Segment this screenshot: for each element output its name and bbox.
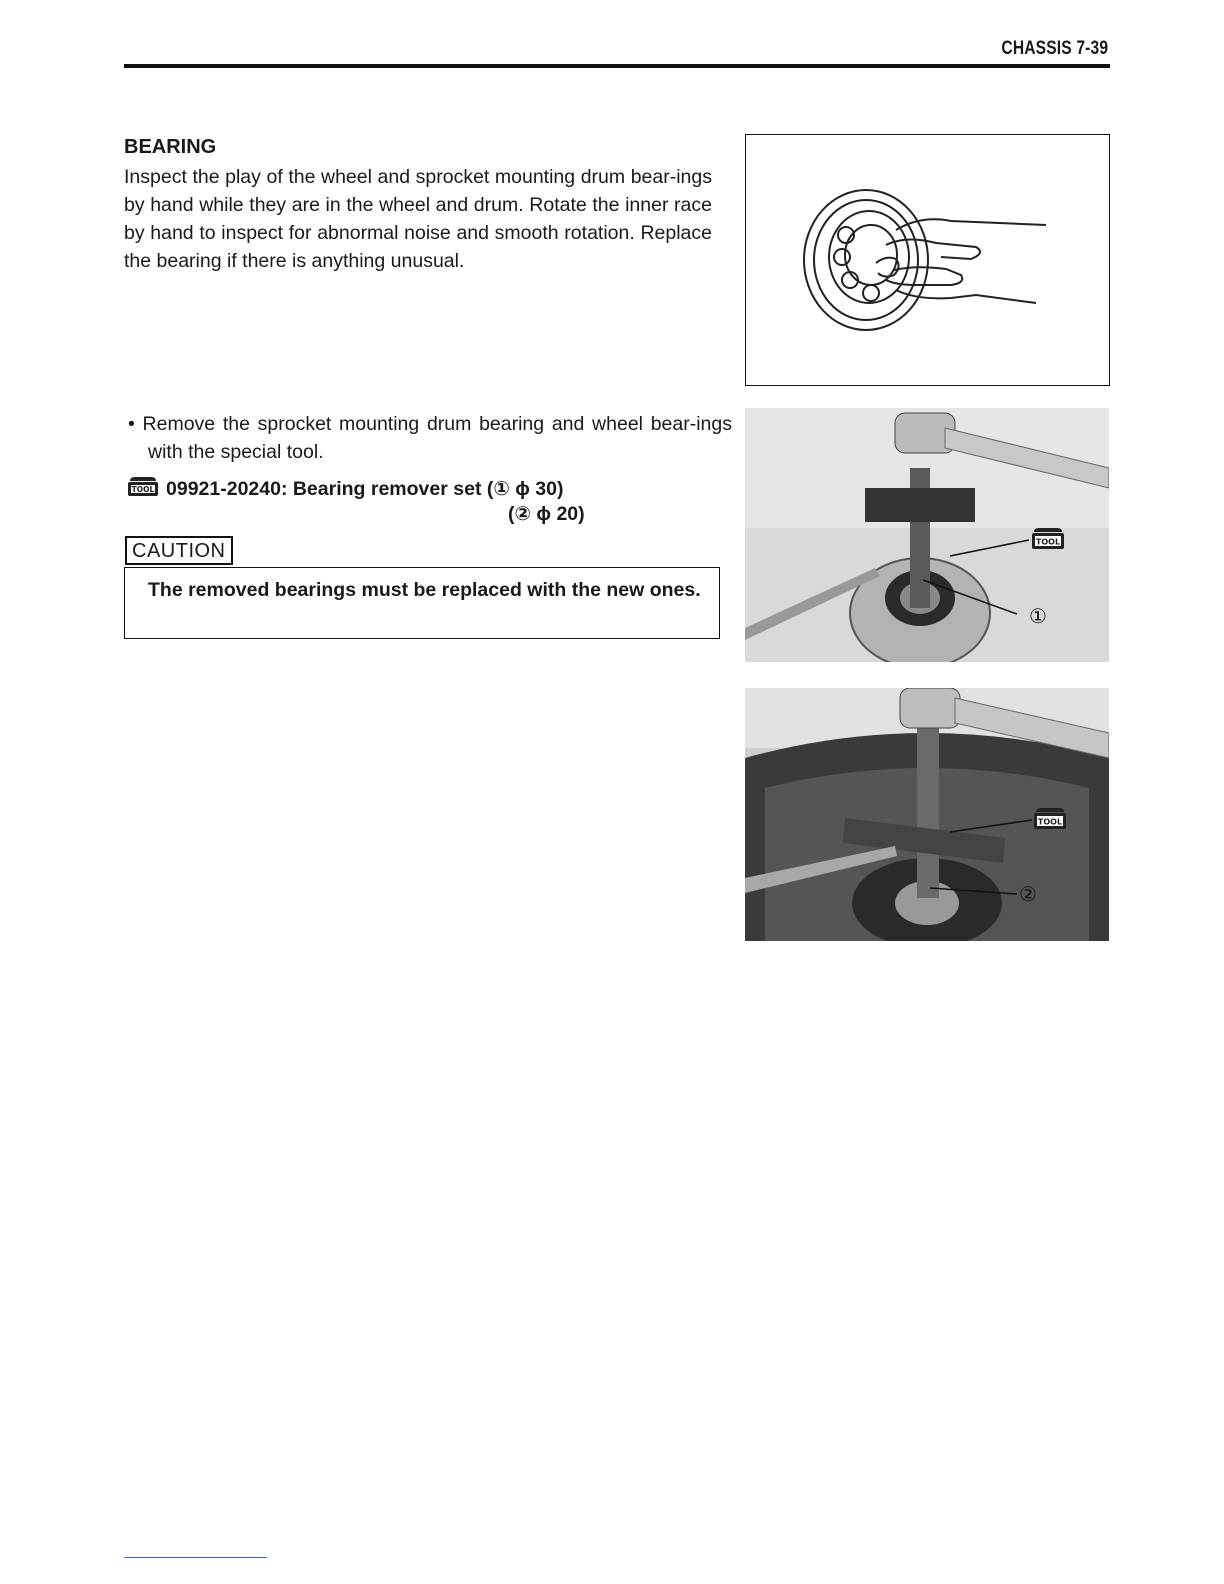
callout-1: ①	[1029, 604, 1047, 628]
caution-label: CAUTION	[125, 536, 233, 565]
special-tool-line-2: (② ϕ 20)	[508, 503, 585, 525]
header-rule	[124, 64, 1110, 68]
caution-box: The removed bearings must be replaced with the new ones.	[124, 567, 720, 639]
section-heading-bearing: BEARING	[124, 136, 217, 158]
special-tool-line	[126, 474, 564, 504]
special-tool-text: 09921-20240: Bearing remover set (① ϕ 30)	[166, 478, 564, 500]
sprocket-drum-bearing-removal-photo	[745, 408, 1109, 662]
tool-icon	[126, 474, 160, 504]
page-header-title: CHASSIS 7-39	[1001, 38, 1108, 59]
bearing-inspection-paragraph: Inspect the play of the wheel and sprocket mounting drum bear-ings by hand while they are in the wheel and drum. Rotate the inner race by hand to inspect for abnormal noise and smooth rotation. Replace the bearing if there is anything unusual.	[124, 166, 712, 272]
tool-badge-text-2: TOOL	[1037, 817, 1063, 827]
footer-line	[124, 1557, 267, 1558]
wheel-bearing-removal-photo	[745, 688, 1109, 941]
bearing-hand-illustration	[745, 134, 1110, 386]
tool-badge-text: TOOL	[1035, 537, 1061, 547]
callout-2: ②	[1019, 882, 1037, 906]
removal-bullet: • Remove the sprocket mounting drum bearing and wheel bear-ings with the special tool.	[128, 413, 732, 463]
svg-text:TOOL: TOOL	[131, 485, 155, 494]
